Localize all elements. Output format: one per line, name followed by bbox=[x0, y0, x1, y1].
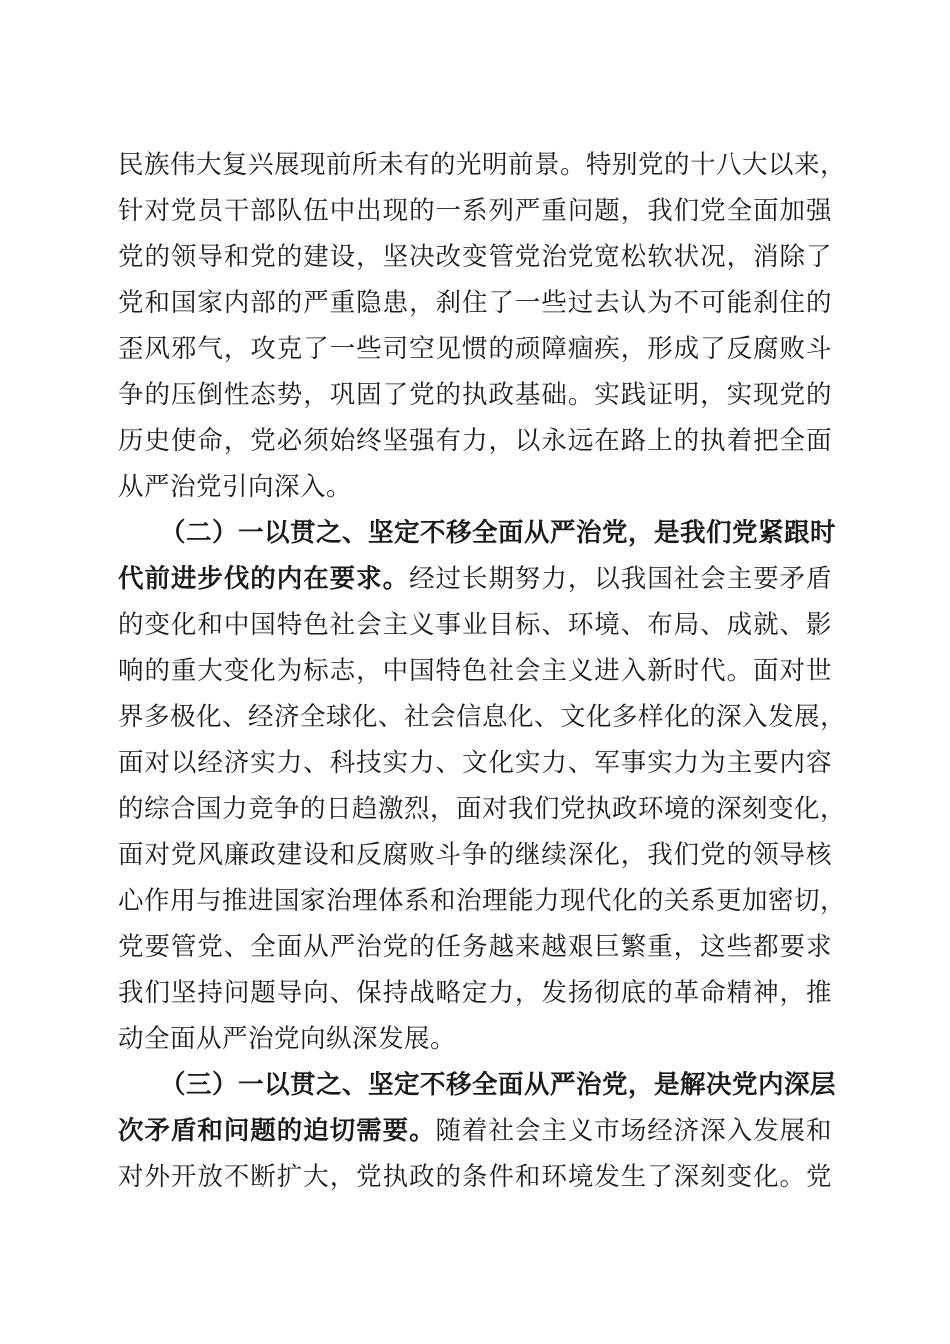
text-line: 歪风邪气，攻克了一些司空见惯的顽障痼疾，形成了反腐败斗 bbox=[118, 334, 832, 364]
text-line: 针对党员干部队伍中出现的一系列严重问题，我们党全面加强 bbox=[118, 196, 832, 226]
section-heading-line: （二）一以贯之、坚定不移全面从严治党，是我们党紧跟时 bbox=[160, 518, 837, 548]
text-line: 的综合国力竞争的日趋激烈，面对我们党执政环境的深刻变化， bbox=[118, 794, 847, 824]
section-heading-line: （三）一以贯之、坚定不移全面从严治党，是解决党内深层 bbox=[160, 1070, 837, 1100]
text-line: 党的领导和党的建设，坚决改变管党治党宽松软状况，消除了 bbox=[118, 242, 832, 272]
text-line: 对外开放不断扩大，党执政的条件和环境发生了深刻变化。党 bbox=[118, 1162, 832, 1192]
text-line: 党要管党、全面从严治党的任务越来越艰巨繁重，这些都要求 bbox=[118, 932, 832, 962]
text-line: 界多极化、经济全球化、社会信息化、文化多样化的深入发展， bbox=[118, 702, 847, 732]
text-line: 面对党风廉政建设和反腐败斗争的继续深化，我们党的领导核 bbox=[118, 840, 832, 870]
text-line: 我们坚持问题导向、保持战略定力，发扬彻底的革命精神，推 bbox=[118, 978, 832, 1008]
text-line: 从严治党引向深入。 bbox=[118, 472, 353, 502]
text-line: 次矛盾和问题的迫切需要。随着社会主义市场经济深入发展和 bbox=[118, 1116, 832, 1146]
text-line: 的变化和中国特色社会主义事业目标、环境、布局、成就、影 bbox=[118, 610, 832, 640]
text-line: 面对以经济实力、科技实力、文化实力、军事实力为主要内容 bbox=[118, 748, 832, 778]
text-line: 心作用与推进国家治理体系和治理能力现代化的关系更加密切， bbox=[118, 886, 847, 916]
text-line: 争的压倒性态势，巩固了党的执政基础。实践证明，实现党的 bbox=[118, 380, 832, 410]
text-line: 党和国家内部的严重隐患，刹住了一些过去认为不可能刹住的 bbox=[118, 288, 832, 318]
text-line: 动全面从严治党向纵深发展。 bbox=[118, 1024, 457, 1054]
text-line: 代前进步伐的内在要求。经过长期努力，以我国社会主要矛盾 bbox=[118, 564, 832, 594]
text-line: 历史使命，党必须始终坚强有力，以永远在路上的执着把全面 bbox=[118, 426, 832, 456]
text-line: 民族伟大复兴展现前所未有的光明前景。特别党的十八大以来， bbox=[118, 150, 847, 180]
text-line: 响的重大变化为标志，中国特色社会主义进入新时代。面对世 bbox=[118, 656, 832, 686]
